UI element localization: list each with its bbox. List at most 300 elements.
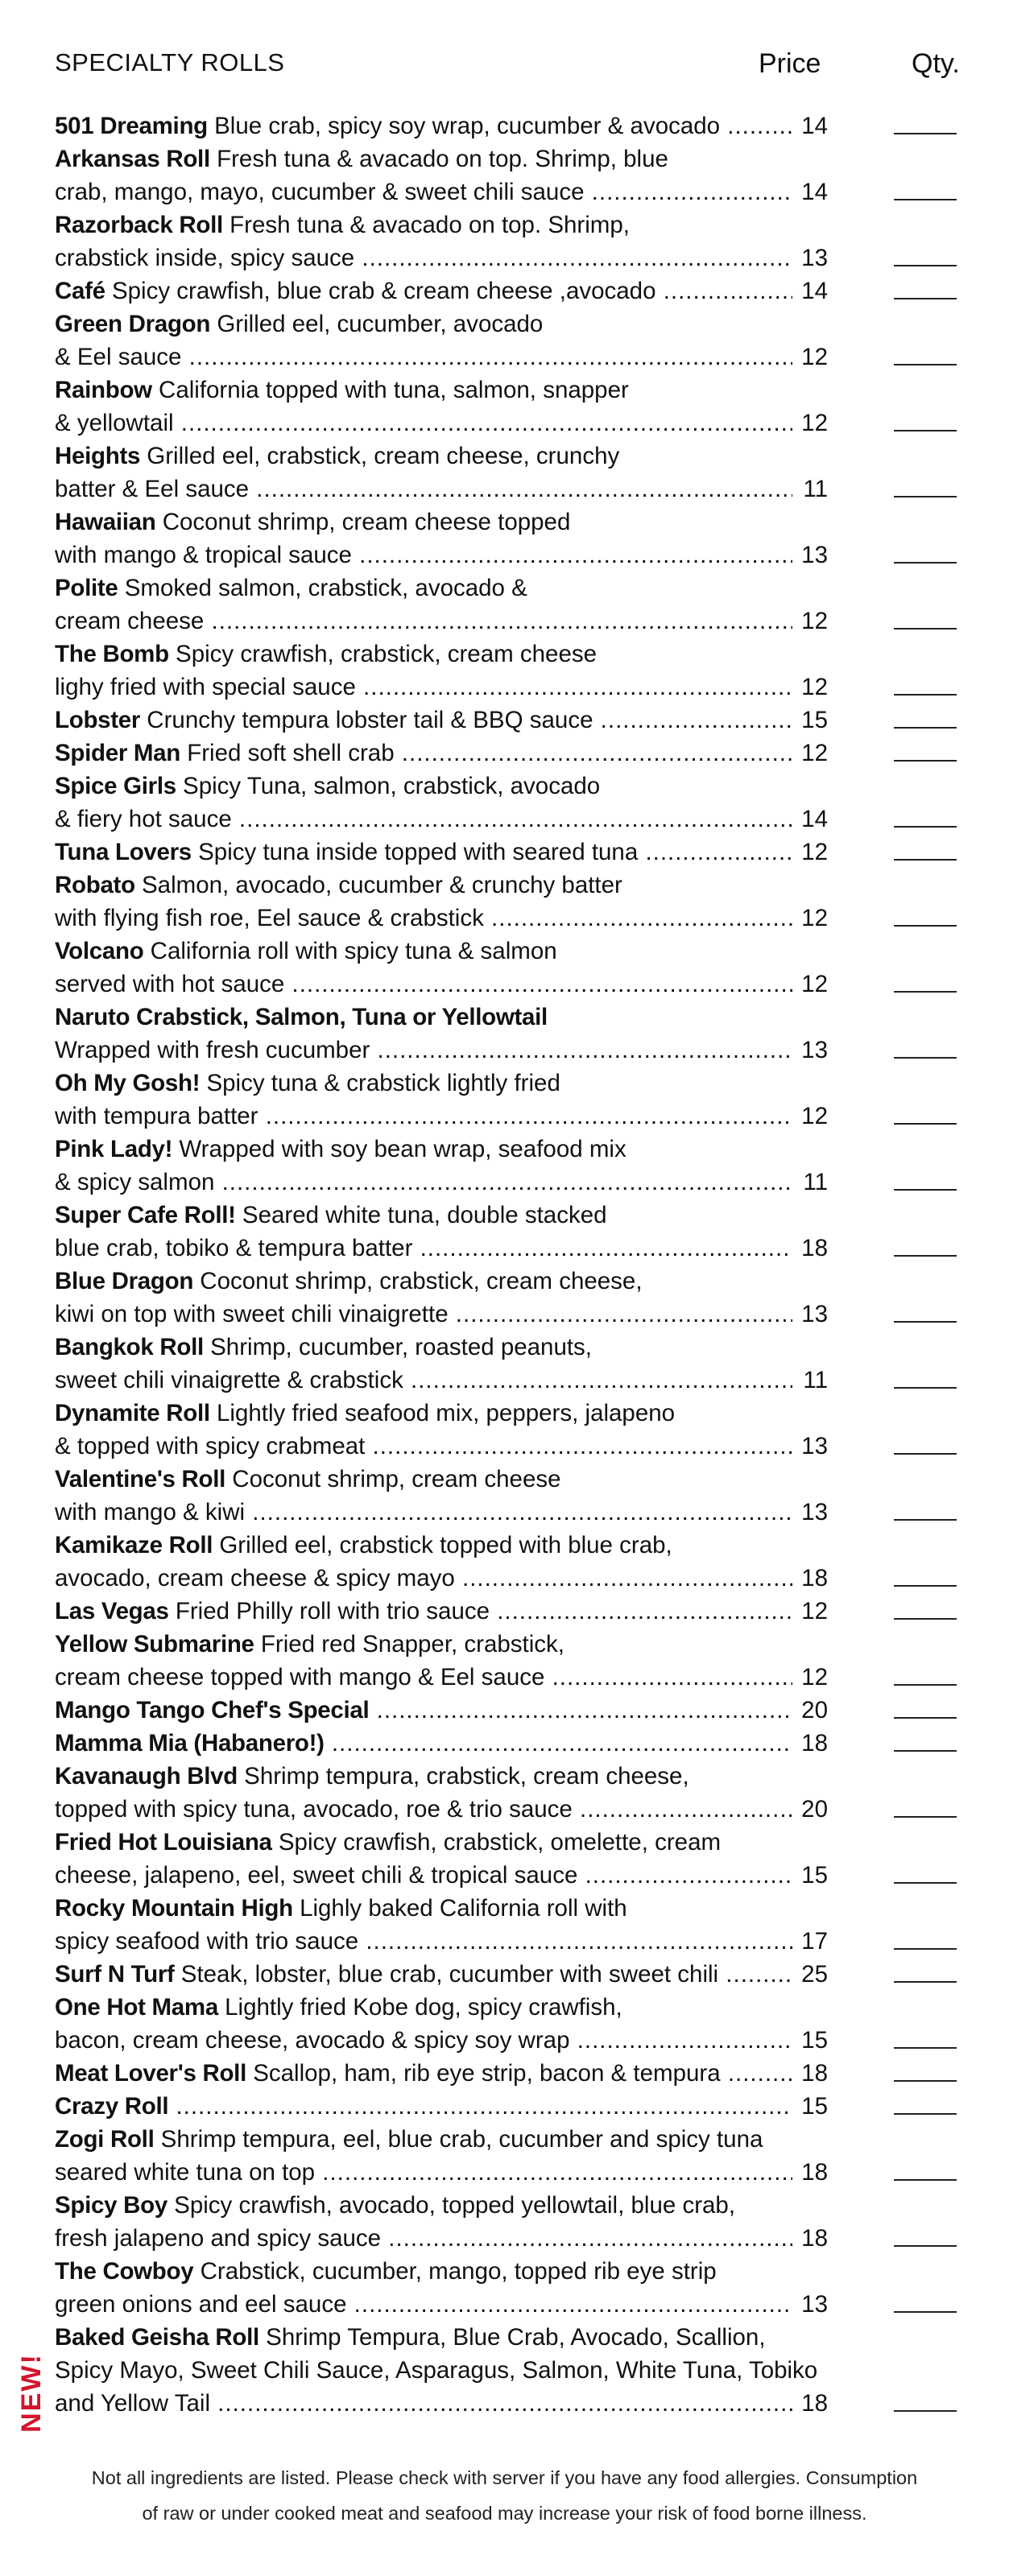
new-badge [8,2349,48,2438]
item-description: Smoked salmon, crabstick, avocado & [124,575,527,601]
item-text-line [55,1364,828,1397]
menu-list [55,109,973,2420]
item-text-line [55,1991,828,2024]
qty-entry-line[interactable] [894,1684,957,1686]
item-name: Las Vegas [55,1598,169,1624]
menu-item [55,836,973,869]
item-text-line [55,1298,828,1331]
item-description: Shrimp, cucumber, roasted peanuts, [210,1334,592,1360]
menu-item [55,1628,973,1694]
item-text-line [55,1331,828,1364]
item-description: Spicy crawfish, crabstick, cream cheese [176,641,598,667]
qty-entry-line[interactable] [894,1189,957,1191]
item-description: Wrapped with soy bean wrap, seafood mix [179,1136,626,1162]
menu-item [55,1760,973,1826]
qty-entry-line[interactable] [894,1618,957,1620]
item-price: 14 [792,803,828,836]
item-name: Hawaiian [55,509,156,535]
item-name: Fried Hot Louisiana [55,1829,272,1856]
item-name: Crazy Roll [55,2093,169,2120]
item-text-line [55,1793,828,1826]
item-text-line [55,2255,828,2288]
item-text-line [55,869,828,902]
item-price: 15 [792,704,828,737]
qty-entry-line[interactable] [894,628,957,630]
item-price: 13 [792,242,828,275]
item-price: 12 [792,737,828,770]
item-description: & fiery hot sauce [55,806,232,832]
item-name: Heights [55,443,141,469]
item-name: Oh My Gosh! [55,1070,201,1096]
item-price: 14 [792,175,828,208]
menu-item [55,1727,973,1760]
item-name: Spice Girls [55,773,176,799]
qty-entry-line[interactable] [894,496,957,497]
item-description: Crunchy tempura lobster tail & BBQ sauce [147,707,593,733]
item-text-line [55,737,828,770]
item-text-line [55,935,828,968]
item-text-line [55,1265,828,1298]
item-description: Seared white tuna, double stacked [242,1202,607,1228]
qty-entry-line[interactable] [894,2179,957,2181]
item-text-line [55,1100,828,1133]
qty-entry-line[interactable] [894,1882,957,1884]
item-text-line [55,374,828,407]
item-text-line [55,1925,828,1958]
qty-entry-line[interactable] [894,1321,957,1323]
qty-entry-line[interactable] [894,2080,957,2082]
item-text-line [55,1067,828,1100]
item-name: The Bomb [55,641,169,667]
menu-item [55,1694,973,1727]
item-description: spicy seafood with trio sauce [55,1928,359,1955]
qty-entry-line[interactable] [894,2113,957,2115]
menu-item [55,2255,973,2321]
item-description: California topped with tuna, salmon, snapper [159,377,629,403]
item-text-line [55,2189,828,2222]
item-price: 13 [792,2288,828,2321]
item-description: Lighly baked California roll with [300,1895,627,1922]
item-description: and Yellow Tail [55,2390,211,2417]
menu-item [55,1826,973,1892]
item-text-line [55,2321,828,2354]
item-name: Dynamite Roll [55,1400,210,1426]
item-text-line [55,1199,828,1232]
item-price: 18 [792,2156,828,2189]
item-description: with mango & tropical sauce [55,542,352,568]
qty-entry-line[interactable] [894,2245,957,2247]
menu-item [55,935,973,1001]
item-text-line [55,473,828,506]
item-name: Bangkok Roll [55,1334,204,1360]
menu-item [55,1397,973,1463]
disclaimer-line-2: of raw or under cooked meat and seafood may increase your risk of food borne illness. [142,2503,867,2524]
item-text-line [55,440,828,473]
item-text-line [55,1034,828,1067]
item-description: & Eel sauce [55,344,182,370]
item-price: 12 [792,605,828,638]
item-description: Blue crab, spicy soy wrap, cucumber & avocado [214,113,721,139]
item-description: Wrapped with fresh cucumber [55,1037,370,1063]
item-description: Coconut shrimp, cream cheese [232,1466,561,1492]
item-description: fresh jalapeno and spicy sauce [55,2225,382,2252]
item-text-line [55,2090,828,2123]
item-name: Spicy Boy [55,2192,167,2219]
item-name: Polite [55,575,118,601]
qty-entry-line[interactable] [894,1750,957,1752]
item-description: Fried soft shell crab [187,740,395,766]
item-price: 18 [792,1562,828,1595]
menu-item [55,869,973,935]
item-price: 13 [792,1496,828,1529]
qty-entry-line[interactable] [894,2311,957,2313]
item-description: Coconut shrimp, crabstick, cream cheese, [200,1268,643,1294]
item-text-line [55,142,828,175]
item-name: Mango Tango Chef's Special [55,1697,370,1724]
item-text-line [55,638,828,671]
item-text-line [55,275,828,308]
qty-entry-line[interactable] [894,364,957,365]
qty-entry-line[interactable] [894,1981,957,1983]
qty-entry-line[interactable] [894,859,957,861]
item-description: California roll with spicy tuna & salmon [150,938,557,964]
item-text-line [55,175,828,208]
item-description: Lightly fried Kobe dog, spicy crawfish, [225,1994,622,2021]
item-name: 501 Dreaming [55,113,208,139]
item-text-line [55,1760,828,1793]
item-price: 12 [792,968,828,1001]
item-name: Volcano [55,938,144,964]
item-description: Shrimp tempura, eel, blue crab, cucumber and spicy tuna [160,2126,763,2153]
item-text-line [55,1529,828,1562]
item-name: Rocky Mountain High [55,1895,293,1922]
item-name: Surf N Turf [55,1961,175,1988]
item-description: Spicy tuna & crabstick lightly fried [206,1070,560,1096]
qty-entry-line[interactable] [894,1453,957,1455]
menu-item [55,1463,973,1529]
item-text-line [55,2288,828,2321]
menu-item [55,1001,973,1067]
qty-entry-line[interactable] [894,2410,957,2412]
item-price: 13 [792,1430,828,1463]
item-text-line [55,704,828,737]
item-price: 12 [792,1100,828,1133]
menu-item [55,1892,973,1958]
item-name: Café [55,278,105,304]
item-price: 12 [792,671,828,704]
qty-entry-line[interactable] [894,1585,957,1587]
item-description: blue crab, tobiko & tempura batter [55,1235,413,1261]
item-description: bacon, cream cheese, avocado & spicy soy wrap [55,2027,570,2054]
item-name: Spider Man [55,740,180,766]
item-price: 20 [792,1793,828,1826]
item-text-line [55,1628,828,1661]
item-text-line [55,1397,828,1430]
qty-entry-line[interactable] [894,1948,957,1950]
item-text-line [55,1661,828,1694]
price-column-header: Price [759,48,821,79]
item-price: 12 [792,407,828,440]
item-description: sweet chili vinaigrette & crabstick [55,1367,403,1393]
item-text-line [55,902,828,935]
qty-entry-line[interactable] [894,1387,957,1389]
item-text-line [55,1892,828,1925]
menu-item [55,1133,973,1199]
item-name: Green Dragon [55,311,211,337]
new-badge-label: NEW! [15,2353,47,2433]
item-description: Steak, lobster, blue crab, cucumber with sweet chili [180,1961,719,1988]
item-description: Fresh tuna & avacado on top. Shrimp, [230,212,630,238]
menu-item [55,704,973,737]
menu-item [55,374,973,440]
menu-item [55,275,973,308]
qty-entry-line[interactable] [894,925,957,927]
item-text-line [55,506,828,539]
item-text-line [55,2387,828,2420]
item-price: 12 [792,902,828,935]
item-price: 13 [792,539,828,572]
item-description: Spicy tuna inside topped with seared tuna [198,839,639,865]
menu-item [55,1595,973,1628]
item-description: lighy fried with special sauce [55,674,356,700]
qty-entry-line[interactable] [894,826,957,828]
item-name: Naruto Crabstick, Salmon, Tuna or Yellowtail [55,1004,548,1030]
menu-item [55,2189,973,2255]
item-text-line [55,1001,828,1034]
item-name: One Hot Mama [55,1994,218,2021]
item-description: with tempura batter [55,1103,258,1129]
item-name: Meat Lover's Roll [55,2060,246,2087]
qty-entry-line[interactable] [894,199,957,200]
item-price: 18 [792,1727,828,1760]
menu-header [55,42,973,82]
item-text-line [55,208,828,242]
qty-entry-line[interactable] [894,133,957,134]
item-name: Zogi Roll [55,2126,155,2153]
item-text-line [55,572,828,605]
qty-entry-line[interactable] [894,1717,957,1719]
item-price: 11 [792,1364,828,1397]
item-text-line [55,539,828,572]
disclaimer-line-1: Not all ingredients are listed. Please check with server if you have any food allergies. Consumption [91,2467,918,2488]
item-name: Kavanaugh Blvd [55,1763,238,1790]
item-price: 12 [792,1595,828,1628]
item-price: 17 [792,1925,828,1958]
item-description: Grilled eel, cucumber, avocado [217,311,544,337]
qty-entry-line[interactable] [894,430,957,431]
item-text-line [55,1694,828,1727]
item-price: 18 [792,2387,828,2420]
menu-item [55,308,973,374]
item-name: Yellow Submarine [55,1631,254,1657]
item-name: Lobster [55,707,141,733]
item-text-line [55,770,828,803]
item-text-line [55,803,828,836]
item-name: Kamikaze Roll [55,1532,213,1558]
qty-entry-line[interactable] [894,1123,957,1125]
menu-item [55,1991,973,2057]
menu-item [55,109,973,142]
menu-item [55,1958,973,1991]
item-text-line [55,1595,828,1628]
qty-entry-line[interactable] [894,694,957,696]
item-name: Arkansas Roll [55,146,210,172]
item-description: Lightly fried seafood mix, peppers, jalapeno [217,1400,676,1426]
item-text-line [55,242,828,275]
item-price: 12 [792,1661,828,1694]
item-description: green onions and eel sauce [55,2291,347,2318]
item-description: Spicy crawfish, blue crab & cream cheese ,avocado [111,278,656,304]
item-price: 18 [792,1232,828,1265]
item-price: 14 [792,109,828,142]
item-price: 15 [792,2090,828,2123]
item-price: 13 [792,1298,828,1331]
item-text-line [55,2222,828,2255]
item-description: cream cheese [55,608,205,634]
qty-entry-line[interactable] [894,760,957,762]
qty-entry-line[interactable] [894,727,957,729]
qty-entry-line[interactable] [894,1519,957,1521]
item-description: seared white tuna on top [55,2159,316,2186]
item-text-line [55,968,828,1001]
item-text-line [55,671,828,704]
menu-item [55,2057,973,2090]
item-text-line [55,407,828,440]
qty-entry-line[interactable] [894,562,957,564]
item-text-line [55,109,828,142]
item-description: Coconut shrimp, cream cheese topped [162,509,571,535]
item-name: Valentine's Roll [55,1466,226,1492]
item-name: Razorback Roll [55,212,223,238]
menu-item [55,1199,973,1265]
item-text-line [55,1859,828,1892]
item-text-line [55,1562,828,1595]
menu-item [55,638,973,704]
item-text-line [55,1232,828,1265]
item-price: 18 [792,2222,828,2255]
item-description: Spicy Mayo, Sweet Chili Sauce, Asparagus, Salmon, White Tuna, Tobiko [55,2357,818,2384]
item-description: & spicy salmon [55,1169,215,1195]
item-text-line [55,2354,828,2387]
item-description: cream cheese topped with mango & Eel sauce [55,1664,545,1690]
allergy-disclaimer [24,2460,985,2531]
item-description: kiwi on top with sweet chili vinaigrette [55,1301,449,1327]
item-description: avocado, cream cheese & spicy mayo [55,1565,455,1591]
item-name: Baked Geisha Roll [55,2324,259,2351]
item-text-line [55,308,828,341]
item-price: 25 [792,1958,828,1991]
item-price: 12 [792,341,828,374]
item-description: crabstick inside, spicy sauce [55,245,355,271]
item-text-line [55,1166,828,1199]
menu-item [55,1067,973,1133]
item-description: crab, mango, mayo, cucumber & sweet chili sauce [55,179,585,205]
item-text-line [55,1430,828,1463]
item-price: 11 [792,473,828,506]
item-description: cheese, jalapeno, eel, sweet chili & tropical sauce [55,1862,578,1889]
menu-item [55,737,973,770]
qty-entry-line[interactable] [894,2047,957,2049]
item-name: Robato [55,872,135,898]
menu-item [55,2090,973,2123]
item-name: The Cowboy [55,2258,194,2285]
item-name: Super Cafe Roll! [55,1202,236,1228]
menu-item [55,142,973,208]
item-description: Spicy crawfish, crabstick, omelette, cream [278,1829,722,1856]
item-text-line [55,2024,828,2057]
item-description: Salmon, avocado, cucumber & crunchy batter [142,872,622,898]
item-name: Tuna Lovers [55,839,192,865]
item-description: & topped with spicy crabmeat [55,1433,366,1459]
item-description: served with hot sauce [55,971,285,997]
item-description: Scallop, ham, rib eye strip, bacon & tempura [253,2060,721,2087]
item-description: Fried Philly roll with trio sauce [175,1598,490,1624]
item-text-line [55,2156,828,2189]
item-description: Spicy Tuna, salmon, crabstick, avocado [183,773,601,799]
item-description: Fried red Snapper, crabstick, [260,1631,564,1657]
item-price: 20 [792,1694,828,1727]
item-description: Grilled eel, crabstick topped with blue crab, [219,1532,672,1558]
item-text-line [55,1727,828,1760]
item-text-line [55,341,828,374]
menu-item [55,208,973,275]
qty-entry-line[interactable] [894,1816,957,1818]
menu-item [55,572,973,638]
menu-item [55,2123,973,2189]
qty-column-header: Qty. [912,48,960,79]
item-price: 14 [792,275,828,308]
item-description: topped with spicy tuna, avocado, roe & trio sauce [55,1796,573,1823]
qty-entry-line[interactable] [894,1057,957,1059]
qty-entry-line[interactable] [894,1255,957,1257]
item-description: with flying fish roe, Eel sauce & crabstick [55,905,484,931]
menu-item [55,506,973,572]
item-name: Pink Lady! [55,1136,173,1162]
item-text-line [55,1958,828,1991]
item-description: Shrimp tempura, crabstick, cream cheese, [244,1763,689,1790]
qty-entry-line[interactable] [894,298,957,299]
menu-item [55,440,973,506]
qty-entry-line[interactable] [894,991,957,993]
item-text-line [55,1496,828,1529]
item-text-line [55,1463,828,1496]
item-text-line [55,1133,828,1166]
item-price: 13 [792,1034,828,1067]
item-text-line [55,1826,828,1859]
item-description: Spicy crawfish, avocado, topped yellowtail, blue crab, [174,2192,736,2219]
item-text-line [55,605,828,638]
item-price: 18 [792,2057,828,2090]
item-price: 11 [792,1166,828,1199]
menu-item [55,2321,973,2420]
qty-entry-line[interactable] [894,265,957,266]
menu-item [55,1265,973,1331]
menu-item [55,1529,973,1595]
item-description: batter & Eel sauce [55,476,250,502]
item-price: 15 [792,2024,828,2057]
item-description: Crabstick, cucumber, mango, topped rib eye strip [200,2258,717,2285]
item-name: Blue Dragon [55,1268,194,1294]
menu-item [55,770,973,836]
item-description: Fresh tuna & avacado on top. Shrimp, blue [217,146,668,172]
section-title: SPECIALTY ROLLS [55,48,285,76]
item-description: Grilled eel, crabstick, cream cheese, crunchy [147,443,620,469]
item-price: 12 [792,836,828,869]
menu-item [55,1331,973,1397]
item-text-line [55,2123,828,2156]
item-description: Shrimp Tempura, Blue Crab, Avocado, Scallion, [266,2324,766,2351]
item-name: Mamma Mia (Habanero!) [55,1730,325,1757]
